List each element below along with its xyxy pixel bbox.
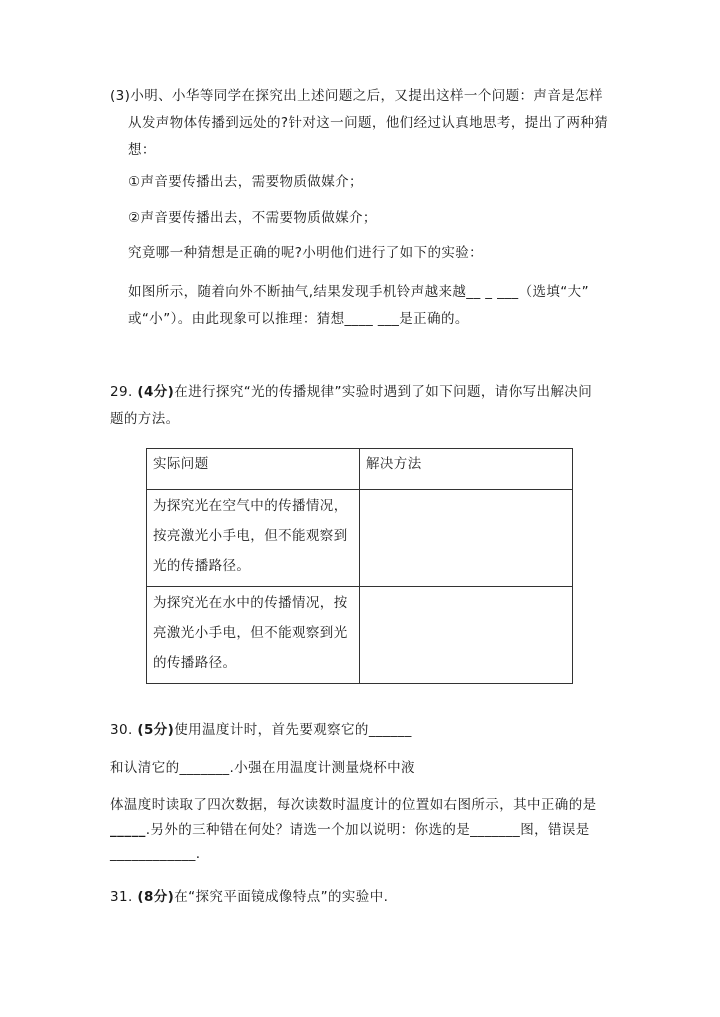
problem-line: 按亮激光小手电，但不能观察到 <box>153 528 348 544</box>
q30-score: (5分) <box>137 722 175 738</box>
problem-line: 为探究光在水中的传播情况，按 <box>153 595 348 611</box>
q3-figure-line-2: 或“小”）。由此现象可以推理：猜想____ ___是正确的。 <box>128 311 469 327</box>
q30-blank-answer[interactable]: _____ <box>110 822 146 838</box>
q29-line-1 <box>110 382 592 402</box>
q3-option-1: ①声音要传播出去，需要物质做媒介； <box>128 174 363 190</box>
q30-line-4-text: .另外的三种错在何处？请选一个加以说明：你选的是_______图，错误是 <box>145 822 590 838</box>
problem-line: 亮激光小手电，但不能观察到光 <box>153 625 348 641</box>
q30-line-3: 体温度时读取了四次数据，每次读数时温度计的位置如右图所示，其中正确的是 <box>110 797 597 813</box>
problem-cell <box>147 490 360 587</box>
q3-option-2: ②声音要传播出去，不需要物质做媒介； <box>128 210 377 226</box>
q30-line-4 <box>110 820 590 840</box>
q29-table <box>146 448 573 684</box>
q29-line-2: 题的方法。 <box>110 411 180 427</box>
q29-score: (4分) <box>137 384 175 400</box>
table-header-row <box>147 449 573 490</box>
q30-line-1 <box>110 720 412 740</box>
q29-number: 29. <box>110 384 133 400</box>
q31-text: 在“探究平面镜成像特点”的实验中. <box>174 889 389 905</box>
q30-line-5: ____________. <box>110 846 201 862</box>
q3-line-1: (3)小明、小华等同学在探究出上述问题之后，又提出这样一个问题：声音是怎样 <box>110 88 603 104</box>
q30-line-2: 和认清它的_______.小强在用温度计测量烧杯中液 <box>110 760 415 776</box>
q31-number: 31. <box>110 889 133 905</box>
header-solution: 解决方法 <box>360 449 573 490</box>
solution-cell[interactable] <box>360 490 573 587</box>
problem-line: 光的传播路径。 <box>153 558 251 574</box>
problem-cell <box>147 587 360 684</box>
q3-line-3: 想： <box>128 142 156 158</box>
q31-line <box>110 887 388 907</box>
table-row <box>147 490 573 587</box>
problem-line: 的传播路径。 <box>153 655 237 671</box>
table-row <box>147 587 573 684</box>
q30-number: 30. <box>110 722 133 738</box>
q30-text-1: 使用温度计时，首先要观察它的______ <box>174 722 412 738</box>
q3-figure-line-1: 如图所示，随着向外不断抽气,结果发现手机铃声越来越__ _ ___（选填“大” <box>128 284 589 300</box>
q3-question: 究竟哪一种猜想是正确的呢?小明他们进行了如下的实验： <box>128 245 484 261</box>
header-actual-problem: 实际问题 <box>147 449 360 490</box>
solution-cell[interactable] <box>360 587 573 684</box>
q3-line-2: 从发声物体传播到远处的?针对这一问题，他们经过认真地思考，提出了两种猜 <box>128 115 609 131</box>
q29-text-1: 在进行探究“光的传播规律”实验时遇到了如下问题，请你写出解决问 <box>174 384 593 400</box>
problem-line: 为探究光在空气中的传播情况， <box>153 498 348 514</box>
q31-score: (8分) <box>137 889 175 905</box>
